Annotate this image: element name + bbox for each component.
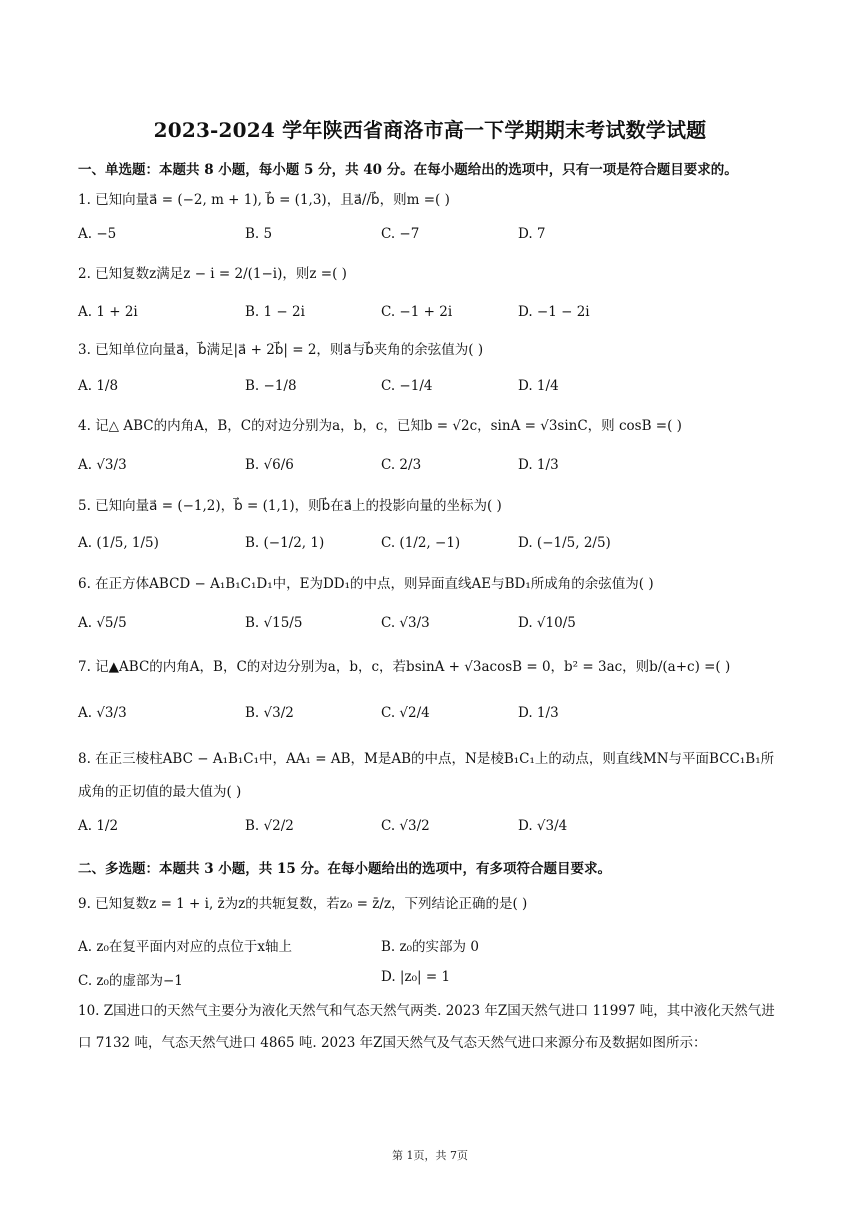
option-b: B. z₀的实部为 0 — [381, 939, 479, 955]
question-5-stem: 5. 已知向量a⃗ = (−1,2)，b⃗ = (1,1)，则b⃗在a⃗上的投影向量的坐标为( ) — [78, 498, 502, 514]
question-4-options — [78, 457, 783, 479]
option-b: B. √3/2 — [245, 705, 294, 721]
option-a: A. (1/5, 1/5) — [78, 535, 159, 551]
option-d: D. −1 − 2i — [518, 304, 590, 320]
option-b: B. √15/5 — [245, 615, 303, 631]
option-d: D. (−1/5, 2/5) — [518, 535, 611, 551]
question-4-stem: 4. 记△ ABC的内角A，B，C的对边分别为a，b，c，已知b = √2c，sinA = √3sinC，则 cosB =( ) — [78, 418, 682, 434]
option-b: B. √6/6 — [245, 457, 294, 473]
option-a: A. z₀在复平面内对应的点位于x轴上 — [78, 939, 292, 955]
option-a: A. √3/3 — [78, 457, 127, 473]
page-footer: 第 1页，共 7页 — [392, 1149, 468, 1162]
option-a: A. 1/2 — [78, 818, 119, 834]
question-5-options — [78, 535, 783, 557]
question-8-stem: 8. 在正三棱柱ABC − A₁B₁C₁中，AA₁ = AB，M是AB的中点，N是棱B₁C₁上的动点，则直线MN与平面BCC₁B₁所成角的正切值的最大值为( ) — [78, 751, 775, 800]
option-d: D. √3/4 — [518, 818, 568, 834]
option-c: C. (1/2, −1) — [381, 535, 461, 551]
option-c: C. −1 + 2i — [381, 304, 453, 320]
page-title: 2023-2024 学年陕西省商洛市高一下学期期末考试数学试题 — [153, 118, 707, 142]
question-7-options — [78, 705, 783, 727]
question-2-options — [78, 304, 783, 326]
question-2-stem: 2. 已知复数z满足z − i = 2/(1−i)，则z =( ) — [78, 266, 347, 282]
question-9-stem: 9. 已知复数z = 1 + i, z̄为z的共轭复数，若z₀ = z̄/z，下列结论正确的是( ) — [78, 896, 528, 912]
option-d: D. 1/3 — [518, 705, 559, 721]
option-c: C. √3/2 — [381, 818, 430, 834]
section-heading-single-choice: 一、单选题：本题共 8 小题，每小题 5 分，共 40 分。在每小题给出的选项中，只有一项是符合题目要求的。 — [78, 162, 738, 178]
question-3-stem: 3. 已知单位向量a⃗，b⃗满足|a⃗ + 2b⃗| = 2，则a⃗与b⃗夹角的余弦值为( ) — [78, 342, 484, 358]
question-8-options — [78, 818, 783, 840]
option-b: B. 5 — [245, 226, 273, 242]
option-d: D. |z₀| = 1 — [381, 969, 451, 985]
option-b: B. (−1/2, 1) — [245, 535, 325, 551]
option-c: C. √2/4 — [381, 705, 430, 721]
option-d: D. 7 — [518, 226, 546, 242]
option-d: D. 1/3 — [518, 457, 559, 473]
question-3-options — [78, 378, 783, 400]
question-9-options-row-1 — [78, 935, 783, 957]
question-9-options-row-2 — [78, 969, 783, 991]
option-a: A. 1/8 — [78, 378, 119, 394]
question-1-stem: 1. 已知向量a⃗ = (−2, m + 1), b⃗ = (1,3)，且a⃗//b⃗，则m =( ) — [78, 192, 450, 208]
option-c: C. −1/4 — [381, 378, 433, 394]
option-b: B. √2/2 — [245, 818, 294, 834]
option-a: A. −5 — [78, 226, 117, 242]
section-heading-multiple-choice: 二、多选题：本题共 3 小题，共 15 分。在每小题给出的选项中，有多项符合题目要求。 — [78, 861, 611, 877]
option-b: B. −1/8 — [245, 378, 297, 394]
question-6-stem: 6. 在正方体ABCD − A₁B₁C₁D₁中，E为DD₁的中点，则异面直线AE与BD₁所成角的余弦值为( ) — [78, 576, 654, 592]
question-10-stem: 10. Z国进口的天然气主要分为液化天然气和气态天然气两类. 2023 年Z国天然气进口 11997 吨，其中液化天然气进口 7132 吨，气态天然气进口 4865 吨. 2023 年Z国天然气及气态天然气进口来源分布及数据如图所示： — [78, 1003, 775, 1051]
option-a: A. 1 + 2i — [78, 304, 138, 320]
option-c: C. −7 — [381, 226, 420, 242]
option-c: C. z₀的虚部为−1 — [78, 973, 183, 989]
question-6-options — [78, 615, 783, 637]
option-c: C. 2/3 — [381, 457, 422, 473]
question-7-stem: 7. 记▲ABC的内角A，B，C的对边分别为a，b，c，若bsinA + √3acosB = 0，b² = 3ac，则b/(a+c) =( ) — [78, 659, 731, 675]
option-b: B. 1 − 2i — [245, 304, 305, 320]
option-a: A. √5/5 — [78, 615, 127, 631]
question-1-options — [78, 226, 783, 248]
option-d: D. √10/5 — [518, 615, 576, 631]
option-d: D. 1/4 — [518, 378, 559, 394]
option-c: C. √3/3 — [381, 615, 430, 631]
option-a: A. √3/3 — [78, 705, 127, 721]
